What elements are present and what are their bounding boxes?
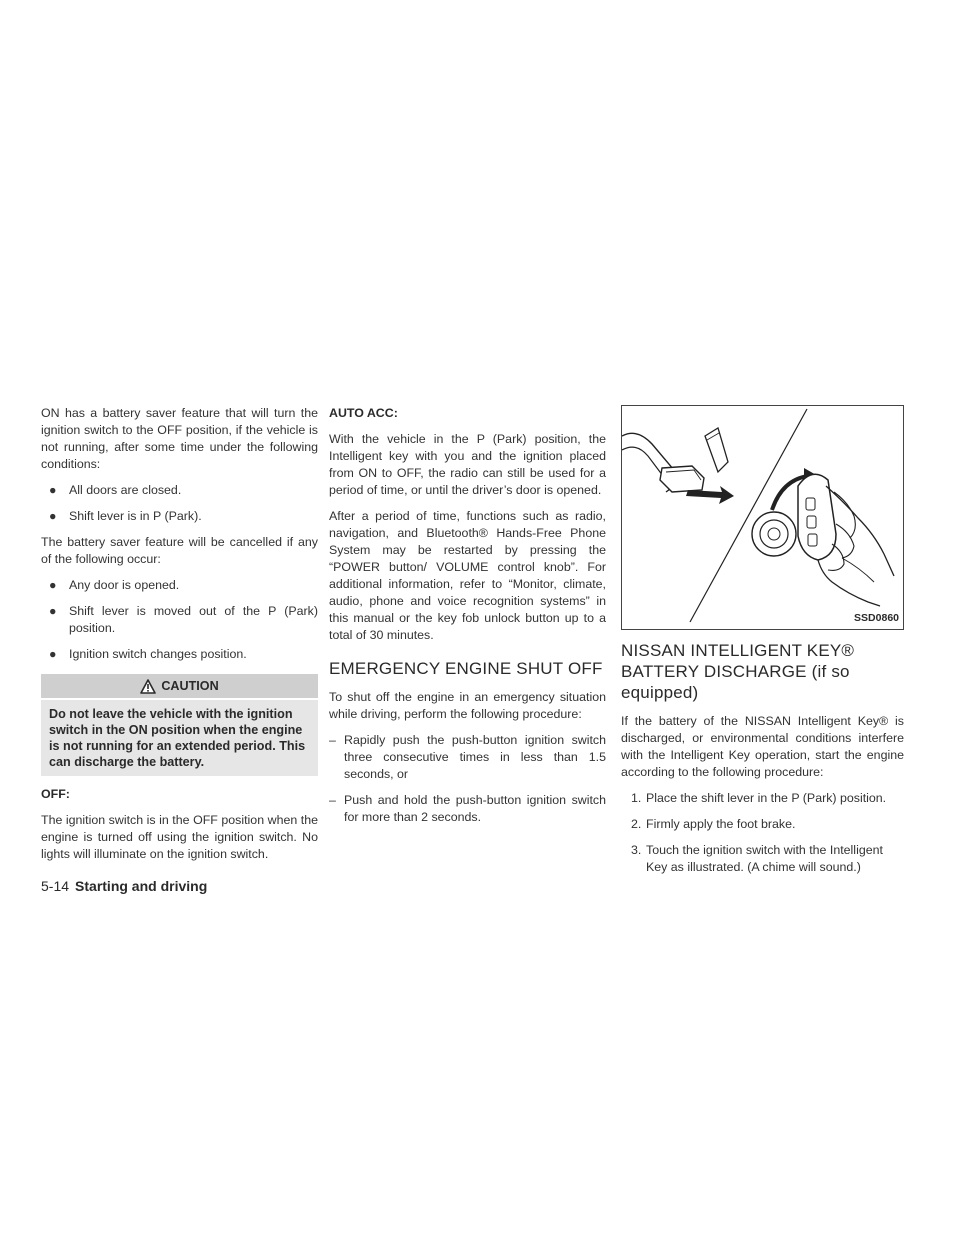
step-number: 2.	[631, 817, 642, 831]
bullet-icon: ●	[49, 483, 57, 497]
list-item: – Rapidly push the push-button ignition switch three consecutive times in less than 1.5 seconds, or	[329, 733, 606, 781]
auto-acc-heading: AUTO ACC:	[329, 406, 398, 420]
caution-header	[41, 674, 318, 698]
column-right	[621, 405, 904, 885]
page-footer	[41, 878, 207, 895]
column-middle	[329, 405, 606, 835]
bullet-icon: ●	[49, 509, 57, 523]
auto-acc-paragraph-1: With the vehicle in the P (Park) position, the Intelligent key with you and the ignition placed from ON to OFF, the radio can still be used for a period of time, or until the driver’s door is opened.	[329, 432, 606, 497]
dash-marker: –	[329, 793, 336, 807]
bullet-icon: ●	[49, 604, 57, 618]
cancel-intro: The battery saver feature will be cancelled if any of the following occur:	[41, 535, 318, 566]
list-item: 2. Firmly apply the foot brake.	[631, 817, 796, 831]
bullet-icon: ●	[49, 647, 57, 661]
key-battery-intro: If the battery of the NISSAN Intelligent Key® is discharged, or environmental conditions interfere with the Intelligent Key operation, start the engine according to the following procedure:	[621, 714, 904, 779]
off-heading: OFF:	[41, 787, 70, 801]
figure-code: SSD0860	[854, 612, 899, 624]
list-item: ● Ignition switch changes position.	[49, 647, 247, 661]
list-item: 3. Touch the ignition switch with the Intelligent Key as illustrated. (A chime will sound.)	[631, 843, 883, 874]
auto-acc-paragraph-2: After a period of time, functions such as radio, navigation, and Bluetooth® Hands-Free Phone System may be restarted by pressing the “POWER button/ VOLUME control knob”. For additional information, refer to “Monitor, climate, audio, phone and voice recognition systems” in this manual or the key fob unlock button up to a total of 30 minutes.	[329, 509, 606, 642]
emergency-intro: To shut off the engine in an emergency situation while driving, perform the following procedure:	[329, 690, 606, 721]
warning-icon	[140, 679, 156, 694]
key-battery-heading: NISSAN INTELLIGENT KEY® BATTERY DISCHARGE (if so equipped)	[621, 641, 855, 702]
list-item: ● All doors are closed.	[49, 483, 182, 497]
dash-marker: –	[329, 733, 336, 747]
battery-saver-intro: ON has a battery saver feature that will turn the ignition switch to the OFF position, if the vehicle is not running, after some time under the following conditions:	[41, 406, 318, 471]
key-ignition-drawing	[622, 406, 903, 629]
step-number: 1.	[631, 791, 642, 805]
column-left	[41, 405, 318, 872]
section-title: Starting and driving	[75, 878, 208, 894]
list-item: – Push and hold the push-button ignition switch for more than 2 seconds.	[329, 793, 606, 824]
list-item: 1. Place the shift lever in the P (Park) position.	[631, 791, 887, 805]
caution-text: Do not leave the vehicle with the ignition switch in the ON position when the engine is not running for an extended period. This can discharge the battery.	[41, 700, 318, 776]
step-number: 3.	[631, 843, 642, 857]
emergency-heading: EMERGENCY ENGINE SHUT OFF	[329, 659, 603, 678]
list-item: ● Shift lever is moved out of the P (Park) position.	[49, 604, 318, 635]
caution-title: CAUTION	[161, 678, 219, 693]
bullet-icon: ●	[49, 578, 57, 592]
intelligent-key-illustration	[621, 405, 904, 630]
caution-box	[41, 674, 318, 776]
list-item: ● Any door is opened.	[49, 578, 180, 592]
off-text: The ignition switch is in the OFF position when the engine is turned off using the ignition switch. No lights will illuminate on the ignition switch.	[41, 813, 318, 861]
list-item: ● Shift lever is in P (Park).	[49, 509, 202, 523]
page-number: 5-14	[41, 878, 70, 894]
